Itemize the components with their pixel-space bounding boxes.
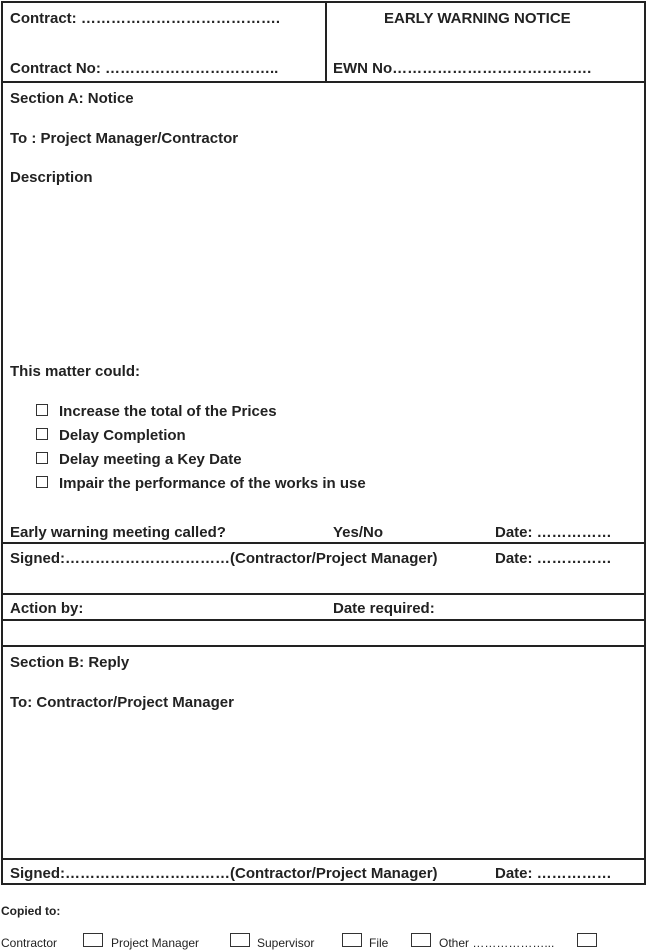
section-a-signed-field[interactable]: Signed:……………………………(Contractor/Project Manager) bbox=[10, 550, 438, 567]
meeting-yes-no[interactable]: Yes/No bbox=[333, 524, 384, 541]
action-blank-row[interactable] bbox=[3, 621, 644, 645]
option-checkbox-key-date[interactable] bbox=[36, 452, 48, 464]
reply-area[interactable] bbox=[10, 718, 638, 853]
section-a-signed-date-field[interactable]: Date: …………… bbox=[495, 550, 612, 567]
recipient-file-checkbox[interactable] bbox=[411, 933, 431, 947]
section-a-to: To : Project Manager/Contractor bbox=[10, 130, 239, 147]
contract-field[interactable]: Contract: …………………………………. bbox=[10, 10, 280, 27]
meeting-label: Early warning meeting called? bbox=[10, 524, 226, 541]
recipient-other-label[interactable]: Other ………………... bbox=[439, 936, 555, 950]
meeting-date-field[interactable]: Date: …………… bbox=[495, 524, 612, 541]
contract-no-field[interactable]: Contract No: …………………………….. bbox=[10, 60, 279, 77]
section-b-to: To: Contractor/Project Manager bbox=[10, 694, 234, 711]
recipient-supervisor-label: Supervisor bbox=[257, 936, 315, 950]
section-b-heading: Section B: Reply bbox=[10, 654, 130, 671]
option-checkbox-completion[interactable] bbox=[36, 428, 48, 440]
recipient-project-manager-label: Project Manager bbox=[111, 936, 200, 950]
option-label-key-date: Delay meeting a Key Date bbox=[59, 451, 242, 468]
header-divider bbox=[325, 3, 327, 83]
recipient-contractor-checkbox[interactable] bbox=[83, 933, 103, 947]
option-label-performance: Impair the performance of the works in use bbox=[59, 475, 366, 492]
recipient-other-checkbox[interactable] bbox=[577, 933, 597, 947]
description-label: Description bbox=[10, 169, 93, 186]
action-by-field[interactable]: Action by: bbox=[10, 600, 84, 617]
description-area[interactable] bbox=[10, 193, 638, 353]
reply-bottom-rule bbox=[3, 858, 644, 860]
recipient-project-manager-checkbox[interactable] bbox=[230, 933, 250, 947]
section-a-heading: Section A: Notice bbox=[10, 90, 134, 107]
option-checkbox-prices[interactable] bbox=[36, 404, 48, 416]
option-label-completion: Delay Completion bbox=[59, 427, 186, 444]
early-warning-notice-form bbox=[1, 1, 646, 885]
ewn-no-field[interactable]: EWN No…………………………………. bbox=[333, 60, 592, 77]
matter-label: This matter could: bbox=[10, 363, 141, 380]
section-b-signed-field[interactable]: Signed:……………………………(Contractor/Project Manager) bbox=[10, 865, 438, 882]
recipient-contractor-label: Contractor bbox=[1, 936, 58, 950]
meeting-bottom-rule bbox=[3, 542, 644, 544]
section-b-signed-date-field[interactable]: Date: …………… bbox=[495, 865, 612, 882]
form-title: EARLY WARNING NOTICE bbox=[384, 10, 571, 27]
copied-to-label: Copied to: bbox=[1, 904, 61, 918]
header-bottom-rule bbox=[3, 81, 644, 83]
signed-bottom-rule bbox=[3, 593, 644, 595]
recipient-supervisor-checkbox[interactable] bbox=[342, 933, 362, 947]
section-a-bottom-rule bbox=[3, 645, 644, 647]
option-checkbox-performance[interactable] bbox=[36, 476, 48, 488]
option-label-prices: Increase the total of the Prices bbox=[59, 403, 277, 420]
date-required-field[interactable]: Date required: bbox=[333, 600, 435, 617]
recipient-file-label: File bbox=[369, 936, 389, 950]
